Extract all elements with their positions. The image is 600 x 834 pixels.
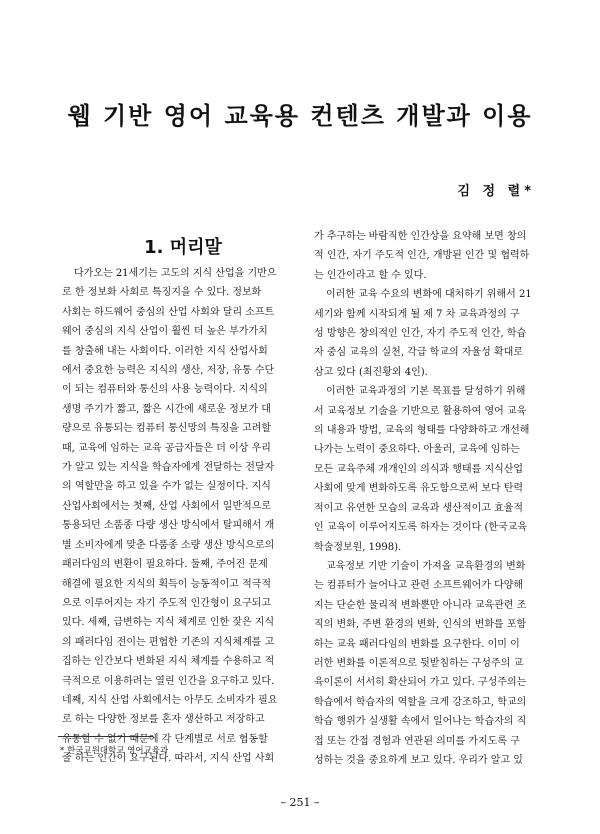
left-column — [62, 264, 304, 769]
text-line: 량으로 유통되는 컴퓨터 통신망의 특징을 고려할 — [62, 423, 272, 435]
text-line: 극적으로 이용하려는 열린 인간을 요구하고 있다. — [62, 675, 275, 687]
text-line: 는 인간이라고 할 수 있다. — [314, 269, 427, 281]
text-line: 산업사회에서는 첫째, 산업 사회에서 일반적으로 — [62, 500, 272, 512]
text-line: 네째, 지식 산업 사회에서는 아무도 소비자가 필요 — [62, 694, 278, 706]
text-line: 하는 교육 패러다임의 변화를 요구한다. 이미 이 — [314, 638, 520, 650]
text-line: 에서 중요한 능력은 지식의 생산, 저장, 유통 수단 — [62, 365, 275, 377]
text-line: 는 컴퓨터가 늘어나고 관련 소프트웨어가 다양해 — [314, 580, 524, 592]
text-line: 사회에 맞게 변화하도록 유도함으로써 보다 탄력 — [314, 483, 524, 495]
text-line: 이 되는 컴퓨터와 통신의 사용 능력이다. 지식의 — [62, 384, 268, 396]
text-line: 교육정보 기반 기술이 가져올 교육환경의 변화 — [326, 560, 526, 572]
text-line: 학습 행위가 실생활 속에서 일어나는 학습자의 직 — [314, 716, 527, 728]
text-line: 이러한 교육과정의 기본 목표를 달성하기 위해 — [326, 386, 526, 398]
text-line: 해결에 필요한 지식의 획득이 능동적이고 적극적 — [62, 578, 272, 590]
text-line: 가 알고 있는 지식을 학습자에게 전달하는 전달자 — [62, 462, 275, 474]
text-line: 삼고 있다 (최진황외 4인). — [314, 366, 428, 378]
text-line: 때, 교육에 임하는 교육 공급자들은 더 이상 우리 — [62, 442, 271, 454]
text-line: 의 역할만을 하고 있을 수가 없는 실정이다. 지식 — [62, 481, 271, 493]
text-line: 의 내용과 방법, 교육의 형태를 다양화하고 개선해 — [314, 425, 530, 437]
text-line: 자 중심 교육의 실천, 각급 학교의 자율성 확대로 — [314, 347, 523, 359]
text-line: 줄 하는 인간이 요구된다. 따라서, 지식 산업 사회 — [62, 753, 275, 765]
page-number: – 251 – — [280, 796, 320, 809]
text-line: 있다. 세째, 급변하는 지식 체계로 인한 잦은 지식 — [62, 617, 275, 629]
text-line: 를 창출해 내는 사회이다. 이러한 지식 산업사회 — [62, 345, 268, 357]
footnote: * 한국교원대학교 영어교육과 — [60, 746, 169, 756]
paper-title: 웹 기반 영어 교육용 컨텐츠 개발과 이용 — [67, 102, 533, 130]
text-line: 적 인간, 자기 주도적 인간, 개방된 인간 및 협력하 — [314, 250, 530, 262]
text-line: 유통할 수 없기 때문에 각 단계별로 서로 협동할 — [62, 733, 268, 745]
text-line: 러한 변화를 이론적으로 뒷받침하는 구성주의 교 — [314, 657, 524, 669]
text-line: 집하는 인간보다 변화된 지식 체계를 수용하고 적 — [62, 656, 275, 668]
text-line: 성하는 것을 중요하게 보고 있다. 우리가 알고 있 — [314, 754, 523, 766]
text-line: 인 교육이 이루어지도록 하자는 것이다 (한국교육 — [314, 522, 527, 534]
text-line: 학습에서 학습자의 역할을 크게 강조하고, 학교의 — [314, 696, 527, 708]
text-line: 다가오는 21세기는 고도의 지식 산업을 기반으 — [74, 268, 277, 279]
text-line: 웨어 중심의 지식 산업이 훨씬 더 높은 부가가치 — [62, 326, 268, 338]
right-column — [314, 227, 554, 770]
footnote-rule — [58, 736, 153, 737]
section-heading: 1. 머리말 — [144, 237, 222, 258]
text-line: 으로 이루어지는 자기 주도적 인간형이 요구되고 — [62, 597, 272, 609]
text-line: 사회는 하드웨어 중심의 산업 사회와 달리 소프트 — [62, 306, 275, 318]
text-line: 나가는 노력이 중요하다. 아울러, 교육에 임하는 — [314, 444, 520, 456]
text-line: 지는 단순한 물리적 변화뿐만 아니라 교육관련 조 — [314, 599, 527, 611]
text-line: 별 소비자에게 맞춘 다품종 소량 생산 방식으로의 — [62, 539, 275, 551]
text-line: 생명 주기가 짧고, 짧은 시간에 새로운 정보가 대 — [62, 403, 271, 415]
text-line: 직의 변화, 주변 환경의 변화, 인식의 변화를 포함 — [314, 619, 527, 631]
text-line: 세기와 함께 시작되게 될 제 7 차 교육과정의 구 — [314, 308, 520, 320]
text-line: 로 하는 다양한 정보를 혼자 생산하고 저장하고 — [62, 714, 265, 726]
text-line: 학술정보원, 1998). — [314, 541, 402, 553]
text-line: 서 교육정보 기술을 기반으로 활용하여 영어 교육 — [314, 405, 527, 417]
text-line: 통용되던 소품종 다량 생산 방식에서 탈피해서 개 — [62, 520, 275, 532]
text-line: 의 패러다임 전이는 편협한 기존의 지식체계를 고 — [62, 636, 275, 648]
text-line: 로 한 정보화 사회로 특징지을 수 있다. 정보화 — [62, 287, 262, 299]
author-name: 김 정 렬* — [457, 184, 535, 199]
text-line: 가 추구하는 바람직한 인간상을 요약해 보면 창의 — [314, 231, 527, 242]
text-line: 적이고 유연한 모습의 교육과 생산적이고 효율적 — [314, 502, 524, 514]
text-line: 모든 교육주체 개개인의 의식과 행태를 지식산업 — [314, 463, 524, 475]
text-line: 육이론이 서서히 확산되어 가고 있다. 구성주의는 — [314, 677, 527, 689]
text-line: 패러다임의 변환이 필요하다. 둘째, 주어진 문제 — [62, 559, 268, 571]
text-line: 성 방향은 창의적인 인간, 자기 주도적 인간, 학습 — [314, 328, 527, 340]
text-line: 접 또는 간접 경험과 연관된 의미를 가지도록 구 — [314, 735, 520, 747]
text-line: 이러한 교육 수요의 변화에 대처하기 위해서 21 — [326, 289, 532, 301]
